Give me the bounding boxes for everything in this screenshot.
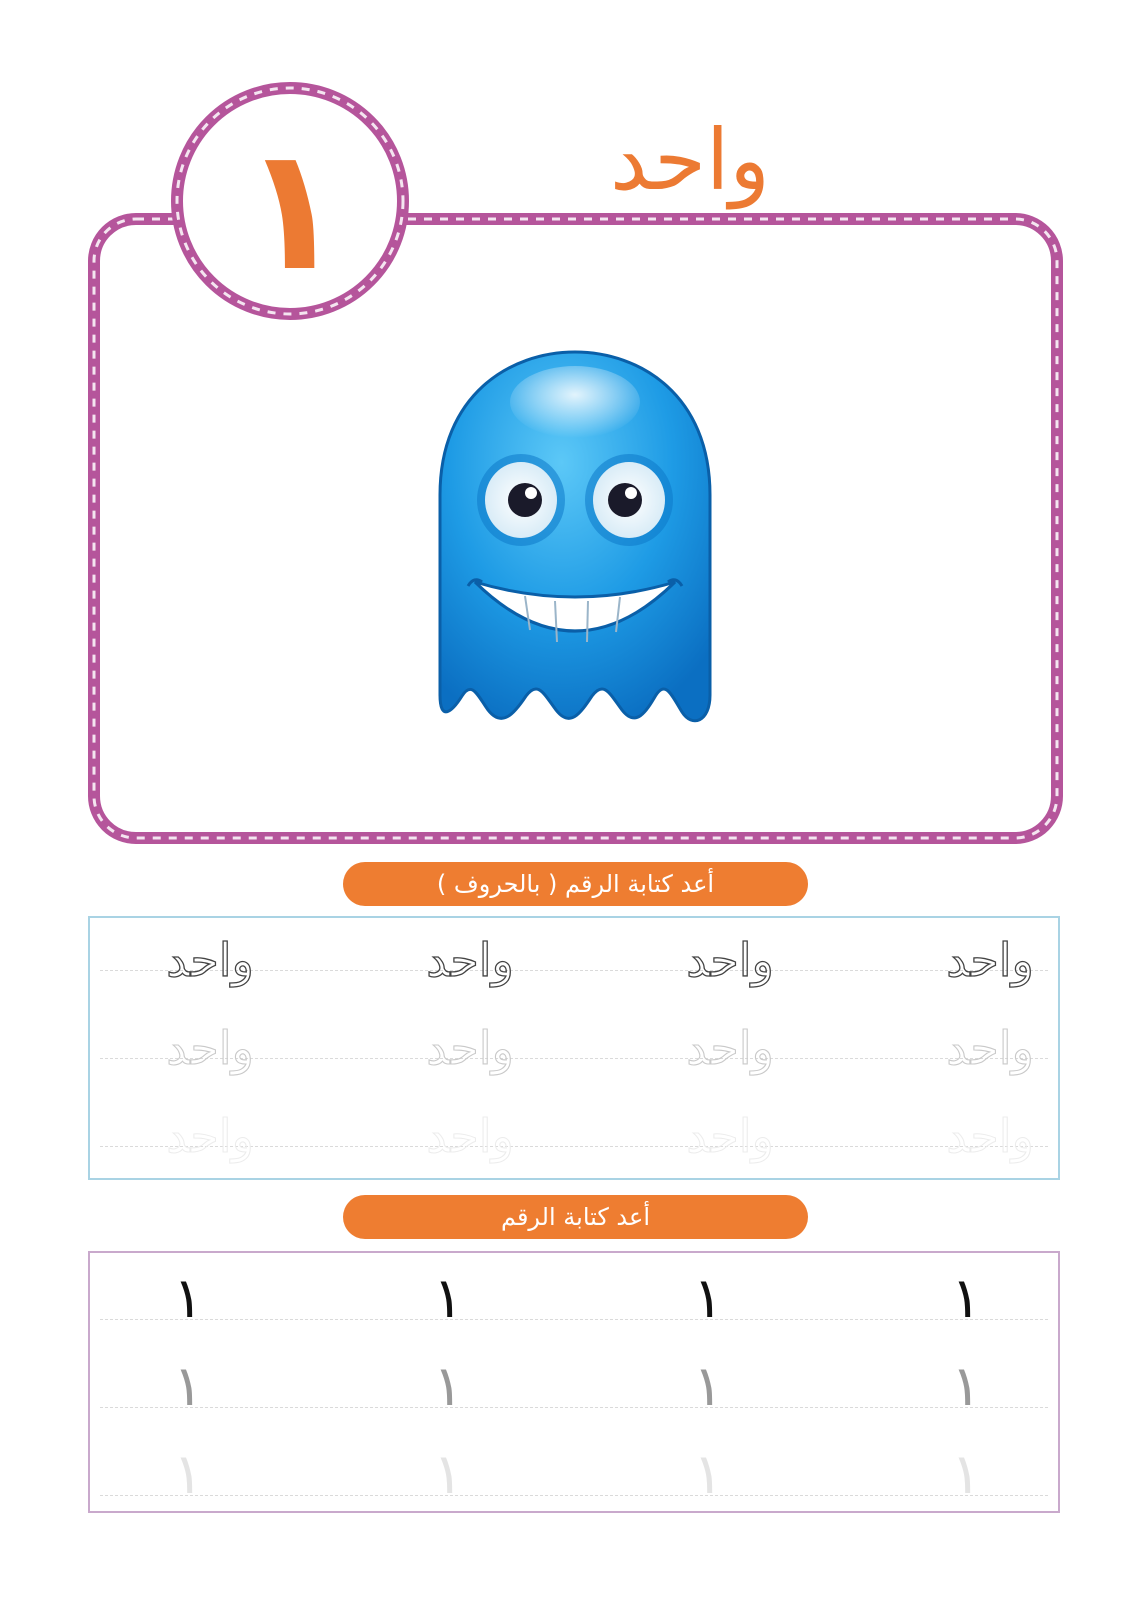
trace-digit[interactable]: ١ (950, 1442, 982, 1507)
trace-word[interactable]: واحد (426, 1021, 514, 1075)
trace-word[interactable]: واحد (166, 1021, 254, 1075)
trace-digit[interactable]: ١ (432, 1354, 464, 1419)
number-digit-title: ١ (241, 111, 345, 309)
digits-row (90, 1435, 1058, 1515)
digits-row (90, 1347, 1058, 1427)
words-row (90, 1008, 1058, 1088)
trace-word[interactable]: واحد (166, 1109, 254, 1163)
trace-digit[interactable]: ١ (950, 1266, 982, 1331)
trace-word[interactable]: واحد (946, 933, 1034, 987)
trace-digit[interactable]: ١ (692, 1442, 724, 1507)
trace-digit[interactable]: ١ (432, 1266, 464, 1331)
trace-word[interactable]: واحد (426, 1109, 514, 1163)
trace-word[interactable]: واحد (426, 933, 514, 987)
trace-digit[interactable]: ١ (172, 1442, 204, 1507)
words-practice-box (88, 916, 1060, 1180)
digits-row (90, 1259, 1058, 1339)
trace-digit[interactable]: ١ (172, 1354, 204, 1419)
trace-digit[interactable]: ١ (950, 1354, 982, 1419)
blue-ghost-icon (430, 350, 720, 740)
trace-word[interactable]: واحد (686, 1109, 774, 1163)
instruction-write-digit: أعد كتابة الرقم (343, 1195, 808, 1239)
digits-practice-box (88, 1251, 1060, 1513)
trace-digit[interactable]: ١ (692, 1266, 724, 1331)
number-word-title: واحد (610, 111, 770, 209)
trace-word[interactable]: واحد (946, 1109, 1034, 1163)
trace-digit[interactable]: ١ (172, 1266, 204, 1331)
trace-word[interactable]: واحد (686, 1021, 774, 1075)
trace-digit[interactable]: ١ (692, 1354, 724, 1419)
trace-word[interactable]: واحد (946, 1021, 1034, 1075)
words-row (90, 1096, 1058, 1176)
instruction-write-words: أعد كتابة الرقم ( بالحروف ) (343, 862, 808, 906)
trace-word[interactable]: واحد (166, 933, 254, 987)
trace-digit[interactable]: ١ (432, 1442, 464, 1507)
trace-word[interactable]: واحد (686, 933, 774, 987)
words-row (90, 920, 1058, 1000)
